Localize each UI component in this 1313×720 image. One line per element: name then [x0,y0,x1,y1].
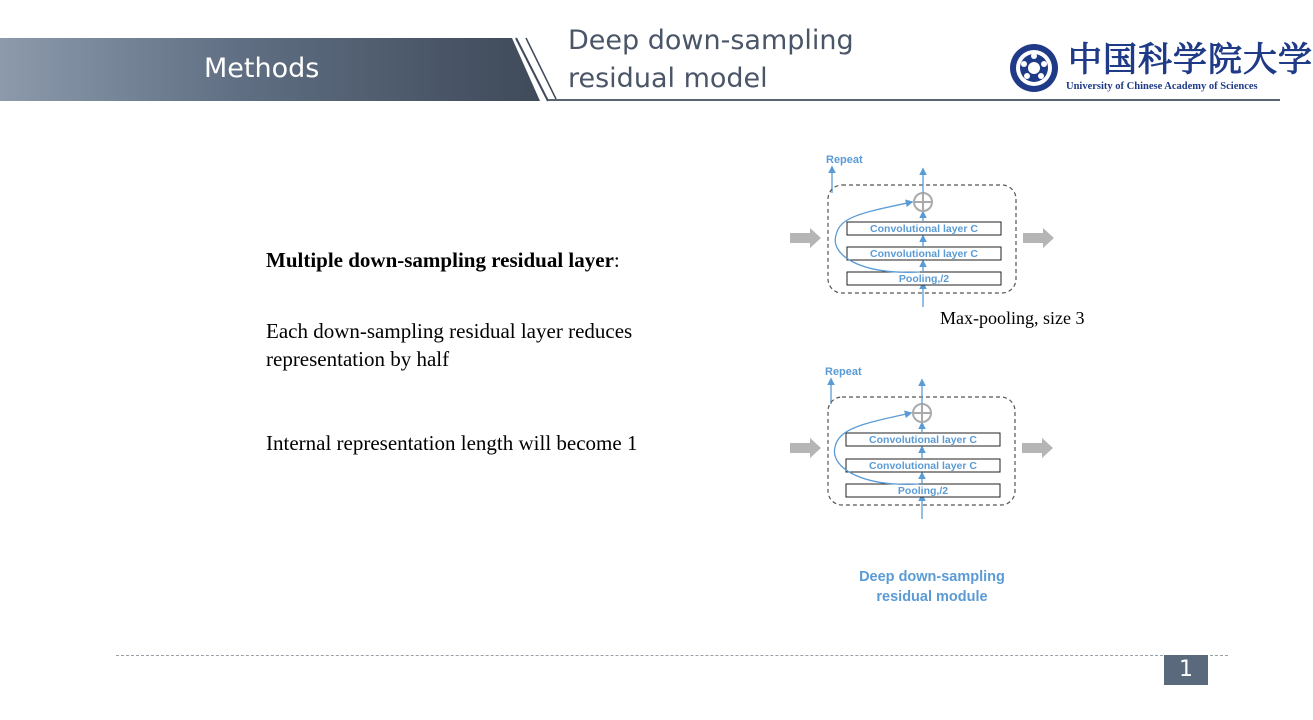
university-name-english: University of Chinese Academy of Sciences [1066,81,1258,92]
body-point-1-line2: representation by half [266,347,450,371]
residual-module-diagram [780,145,1085,515]
conv-layer-2b: Convolutional layer C [869,460,977,472]
body-point-1 [266,317,632,373]
pooling-layer-2: Pooling,/2 [897,485,949,497]
skip-connection-2 [834,413,919,484]
output-arrow-2 [1022,438,1053,458]
page-number: 1 [1164,655,1208,685]
input-arrow-2 [790,438,821,458]
university-logo [1008,40,1313,96]
module-title [830,567,1034,607]
repeat-label-1: Repeat [826,154,863,166]
module-title-line1: Deep down-sampling [859,569,1005,585]
slide-title [568,22,988,98]
body-heading-text: Multiple down-sampling residual layer [266,248,614,272]
pooling-caption: Max-pooling, size 3 [940,308,1085,328]
conv-layer-1a: Convolutional layer C [870,223,978,235]
slide-title-line1: Deep down-sampling [568,25,854,56]
body-point-2: Internal representation length will become 1 [266,431,638,455]
pooling-layer-1: Pooling,/2 [898,273,950,285]
university-name-chinese: 中国科学院大学 [1068,40,1313,80]
module-title-line2: residual module [876,589,988,605]
section-label: Methods [204,53,320,84]
footer-rule [116,655,1228,656]
body-heading-colon: : [613,248,620,272]
skip-connection-1 [835,202,920,272]
repeat-label-2: Repeat [825,366,862,378]
header-rule [548,99,1280,101]
residual-block-2 [790,366,1053,519]
slide-title-line2: residual model [568,63,768,94]
body-point-1-line1: Each down-sampling residual layer reduces [266,319,633,343]
conv-layer-2a: Convolutional layer C [869,434,977,446]
conv-layer-1b: Convolutional layer C [870,248,978,260]
output-arrow-1 [1023,228,1054,248]
residual-block-1 [790,154,1054,307]
university-seal-icon [1008,42,1060,94]
input-arrow-1 [790,228,821,248]
body-heading [266,246,620,274]
